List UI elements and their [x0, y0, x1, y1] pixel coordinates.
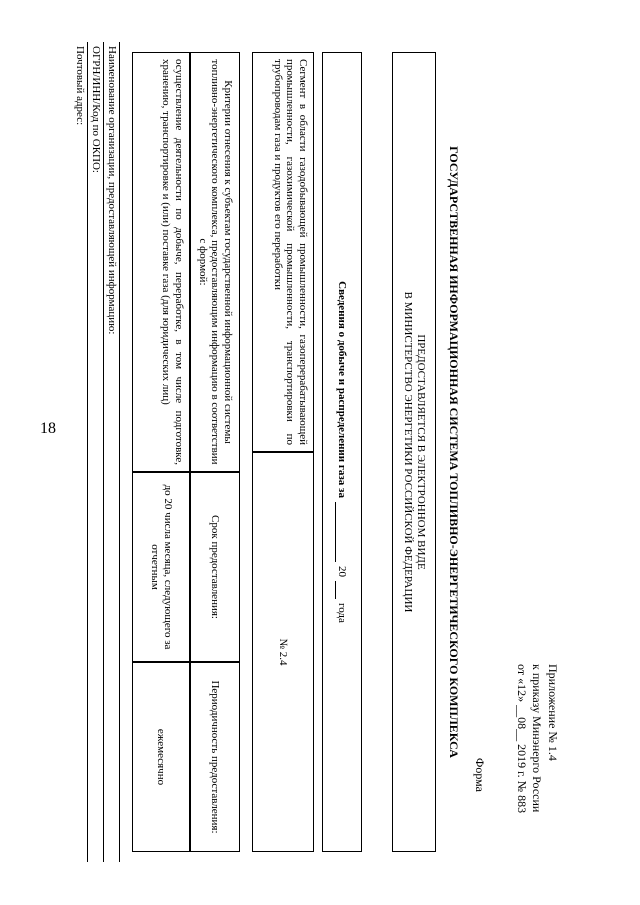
- report-year-prefix: 20: [336, 565, 349, 577]
- footer-address: Почтовый адрес:: [74, 46, 86, 126]
- form-label: Форма: [473, 757, 487, 792]
- submit-box: [392, 52, 436, 852]
- segment-number-cell: № 2.4: [252, 452, 314, 852]
- footer-ids: ОГРН/ИНН/Код по ОКПО:: [90, 46, 102, 173]
- criteria-row: осуществление деятельности по добыче, переработке, в том числе подготовке, хранению, транспортировке и (или) поставке газа (для юридических лиц): [132, 52, 190, 472]
- footer-rule-2: [103, 42, 104, 862]
- period-row: ежемесячно: [132, 662, 190, 852]
- deadline-row: до 20 числа месяца, следующего за отчетным: [132, 472, 190, 662]
- main-title: ГОСУДАРСТВЕННАЯ ИНФОРМАЦИОННАЯ СИСТЕМА ТОПЛИВНО-ЭНЕРГЕТИЧЕСКОГО КОМПЛЕКСА: [447, 146, 461, 758]
- deadline-header: Срок предоставления:: [190, 472, 240, 662]
- appendix-line-3: от «12» __08__ 2019 г. № 883: [514, 664, 529, 814]
- report-title-text: Сведения о добыче и распределении газа за: [336, 281, 349, 498]
- report-period-blank: [335, 502, 349, 562]
- footer-org-name: Наименование организации, предоставляющей информацию:: [106, 46, 118, 335]
- submit-line-2: В МИНИСТЕРСТВО ЭНЕРГЕТИКИ РОССИЙСКОЙ ФЕДЕРАЦИИ: [402, 291, 414, 613]
- segment-cell: Сегмент в области газодобывающей промышленности, газоперерабатывающей промышленности, газохимической промышленности, транспортировки по трубопроводам газа и продуктов его переработки: [252, 52, 314, 452]
- period-header: Периодичность предоставления:: [190, 662, 240, 852]
- submit-line-1: ПРЕДОСТАВЛЯЕТСЯ В ЭЛЕКТРОННОМ ВИДЕ: [414, 334, 427, 570]
- rotated-form: [74, 42, 560, 862]
- report-title-box: [322, 52, 362, 852]
- criteria-header: Критерии отнесения к субъектам государственной информационной системы топливно-энергетического комплекса, предоставляющим информацию в соответствии с формой:: [190, 52, 240, 472]
- report-year-suffix: года: [336, 602, 349, 623]
- appendix-line-1: Приложение № 1.4: [546, 664, 560, 761]
- footer-rule-3: [87, 42, 88, 862]
- footer-rule-1: [119, 42, 120, 862]
- appendix-line-2: к приказу Минэнерго России: [530, 664, 545, 813]
- report-year-blank: [335, 581, 349, 599]
- page-number: 18: [40, 420, 56, 437]
- appendix-header: [513, 664, 560, 854]
